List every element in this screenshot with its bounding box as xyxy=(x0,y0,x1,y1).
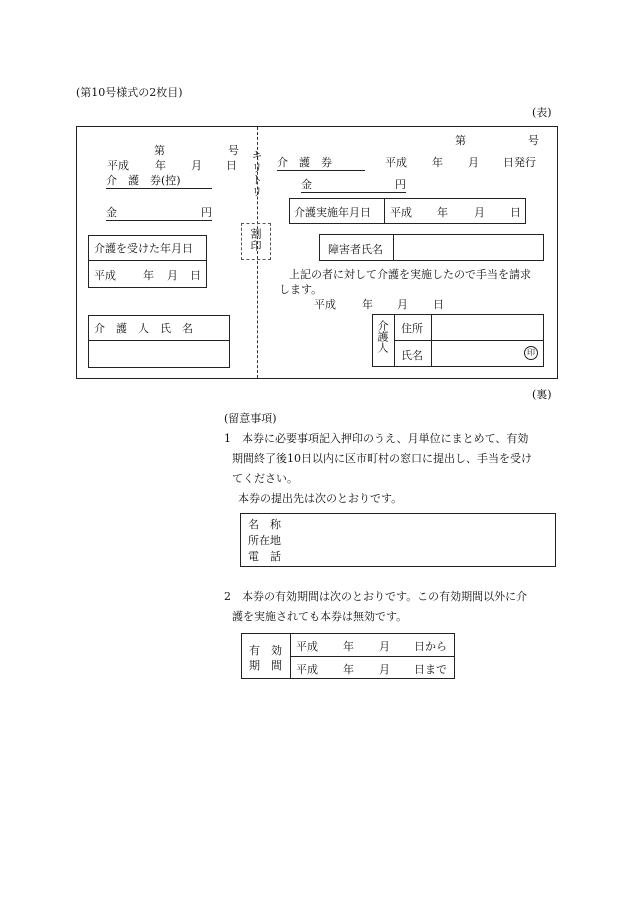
divider xyxy=(290,656,455,657)
front-label: (表) xyxy=(532,106,552,119)
validity-from-month: 月 xyxy=(379,640,390,653)
notes-item1-line2: 期間終了後10日以内に区市町村の窓口に提出し、手当を受け xyxy=(232,452,532,465)
voucher-address-label: 住所 xyxy=(401,322,423,335)
divider xyxy=(393,234,394,261)
validity-from-era: 平成 xyxy=(296,640,318,653)
tally-seal-label: 割印 xyxy=(249,228,262,252)
voucher-impl-era: 平成 xyxy=(390,206,412,219)
voucher-request-text-2: します。 xyxy=(279,283,323,296)
stub-received-era: 平成 xyxy=(94,269,116,282)
divider xyxy=(394,340,544,341)
voucher-request-year: 年 xyxy=(362,298,373,311)
cut-here-label: キリトリ xyxy=(250,150,263,198)
stub-date-era: 平成 xyxy=(107,159,129,172)
notes-item2-line1: 2 本券の有効期間は次のとおりです。この有効期間以外に介 xyxy=(224,590,528,603)
voucher-request-month: 月 xyxy=(397,298,408,311)
stub-title: 介 護 券(控) xyxy=(106,172,212,189)
notes-item1-line1: 1 本券に必要事項記入押印のうえ、月単位にまとめて、有効 xyxy=(224,432,529,445)
voucher-request-text-1: 上記の者に対して介護を実施したので手当を請求 xyxy=(289,268,531,281)
validity-from-year: 年 xyxy=(343,640,354,653)
form-number: (第10号様式の2枚目) xyxy=(76,86,183,99)
stub-date-day: 日 xyxy=(226,159,237,172)
divider xyxy=(88,340,230,341)
notes-item1-line3: てください。 xyxy=(232,472,298,485)
voucher-issue-day: 日発行 xyxy=(503,156,536,169)
stub-date-month: 月 xyxy=(191,159,202,172)
voucher-caregiver-label: 介護人 xyxy=(376,320,389,353)
voucher-disabled-name-label: 障害者氏名 xyxy=(328,243,383,256)
voucher-request-day: 日 xyxy=(433,298,444,311)
stub-amount-label: 金 xyxy=(106,206,117,219)
stub-received-year: 年 xyxy=(143,269,154,282)
seal-icon: 印 xyxy=(524,346,538,360)
voucher-no-suffix: 号 xyxy=(528,134,539,147)
voucher-issue-era: 平成 xyxy=(385,156,407,169)
voucher-issue-month: 月 xyxy=(468,156,479,169)
validity-to-month: 月 xyxy=(379,663,390,676)
voucher-request-era: 平成 xyxy=(314,298,336,311)
stub-date-year: 年 xyxy=(155,159,166,172)
stub-amount-unit: 円 xyxy=(201,206,212,219)
voucher-impl-day: 日 xyxy=(510,206,521,219)
stub-no-label: 第 xyxy=(154,144,165,157)
submission-destination-box xyxy=(240,513,556,567)
notes-item2-line2: 護を実施されても本券は無効です。 xyxy=(232,610,408,623)
divider xyxy=(88,260,207,261)
divider xyxy=(384,198,385,224)
voucher-amount-label: 金 xyxy=(301,178,312,191)
stub-received-date-label: 介護を受けた年月日 xyxy=(94,242,193,255)
stub-received-month: 月 xyxy=(167,269,178,282)
validity-to-era: 平成 xyxy=(296,663,318,676)
validity-label-2: 期 間 xyxy=(249,659,282,672)
voucher-no-label: 第 xyxy=(455,134,466,147)
voucher-title: 介 護 券 xyxy=(277,154,365,171)
voucher-impl-month: 月 xyxy=(474,206,485,219)
voucher-amount-unit: 円 xyxy=(395,178,406,191)
notes-heading: (留意事項) xyxy=(224,412,277,425)
validity-label-1: 有 効 xyxy=(249,644,282,657)
submission-name-label: 名 称 xyxy=(248,518,281,531)
notes-item1-line4: 本券の提出先は次のとおりです。 xyxy=(238,492,403,505)
voucher-issue-year: 年 xyxy=(432,156,443,169)
validity-to-suffix: 日まで xyxy=(414,663,447,676)
stub-caregiver-label: 介 護 人 氏 名 xyxy=(94,322,193,335)
voucher-amount xyxy=(301,176,406,193)
back-label: (裏) xyxy=(532,388,552,401)
voucher-impl-date-label: 介護実施年月日 xyxy=(294,206,371,219)
stub-received-day: 日 xyxy=(190,269,201,282)
voucher-impl-year: 年 xyxy=(437,206,448,219)
stub-no-suffix: 号 xyxy=(228,144,239,157)
validity-to-year: 年 xyxy=(343,663,354,676)
voucher-name-label: 氏名 xyxy=(401,349,423,362)
stub-amount xyxy=(106,204,212,221)
submission-phone-label: 電 話 xyxy=(248,550,281,563)
submission-address-label: 所在地 xyxy=(248,534,281,547)
validity-from-suffix: 日から xyxy=(414,640,447,653)
